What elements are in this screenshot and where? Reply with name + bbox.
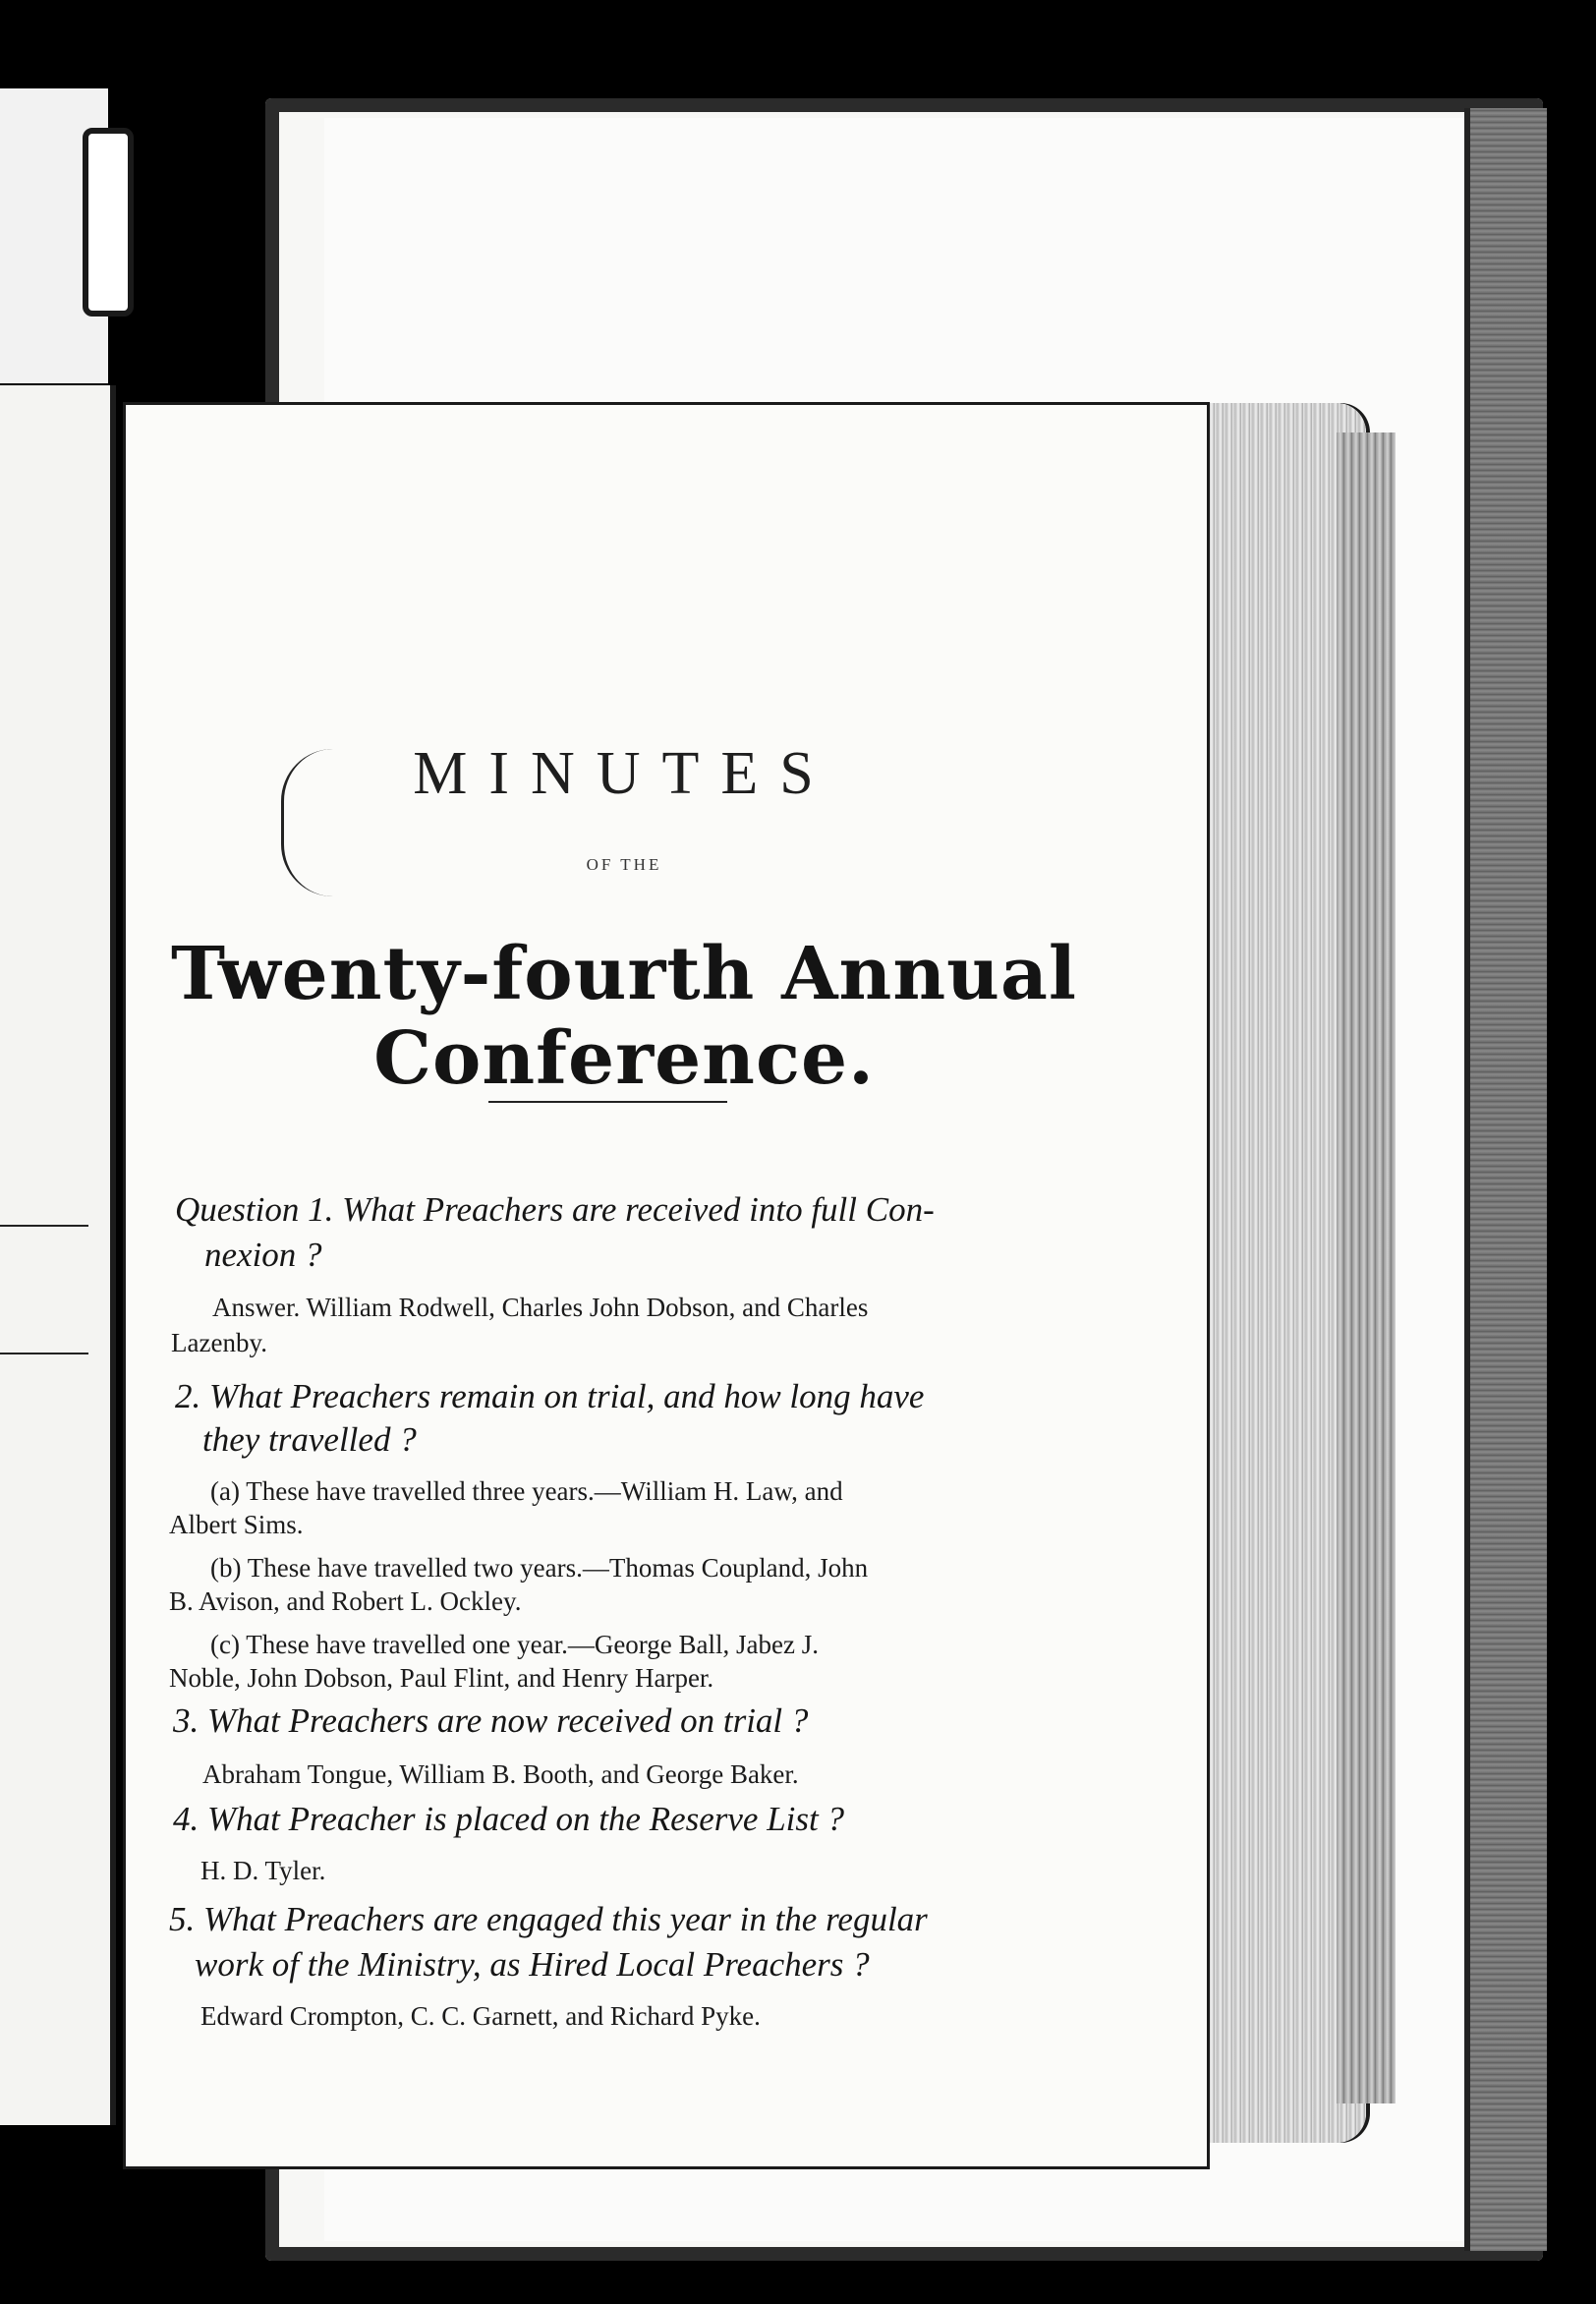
answer-2b-line-1: (b) These have travelled two years.—Thomas Coupland, John (210, 1553, 869, 1583)
question-1-line-1: Question 1. What Preachers are received into full Con- (175, 1190, 935, 1229)
answer-3: Abraham Tongue, William B. Booth, and George Baker. (202, 1759, 799, 1789)
question-4: 4. What Preacher is placed on the Reserve List ? (173, 1800, 844, 1838)
page-title: MINUTES (413, 740, 835, 807)
question-2-line-1: 2. What Preachers remain on trial, and how long have (175, 1377, 925, 1415)
left-paper-tab (83, 128, 134, 317)
left-page-rule (0, 1353, 88, 1354)
page-stack-edge-inner (1337, 432, 1396, 2103)
answer-4: H. D. Tyler. (200, 1856, 326, 1885)
question-5-line-1: 5. What Preachers are engaged this year in the regular (169, 1900, 928, 1938)
question-2-line-2: they travelled ? (202, 1420, 417, 1459)
answer-2c-line-2: Noble, John Dobson, Paul Flint, and Henry Harper. (169, 1663, 714, 1693)
answer-2a-line-2: Albert Sims. (169, 1510, 304, 1539)
answer-2a-line-1: (a) These have travelled three years.—William H. Law, and (210, 1476, 843, 1506)
answer-2b-line-2: B. Avison, and Robert L. Ockley. (169, 1586, 522, 1616)
left-page-rule (0, 1225, 88, 1227)
question-3: 3. What Preachers are now received on trial ? (173, 1701, 809, 1740)
question-5-line-2: work of the Ministry, as Hired Local Preachers ? (195, 1945, 870, 1984)
title-divider (488, 1101, 727, 1103)
title-of-the: OF THE (586, 855, 662, 874)
left-facing-page (0, 385, 116, 2125)
book-cloth-edge (1464, 108, 1547, 2251)
answer-2c-line-1: (c) These have travelled one year.—George Ball, Jabez J. (210, 1630, 819, 1659)
answer-5: Edward Crompton, C. C. Garnett, and Richard Pyke. (200, 2001, 761, 2031)
question-1-line-2: nexion ? (204, 1236, 322, 1274)
conference-heading: Twenty-fourth Annual Conference. (170, 932, 1078, 1101)
answer-1-line-1: Answer. William Rodwell, Charles John Dobson, and Charles (212, 1293, 869, 1322)
answer-1-line-2: Lazenby. (171, 1328, 267, 1357)
